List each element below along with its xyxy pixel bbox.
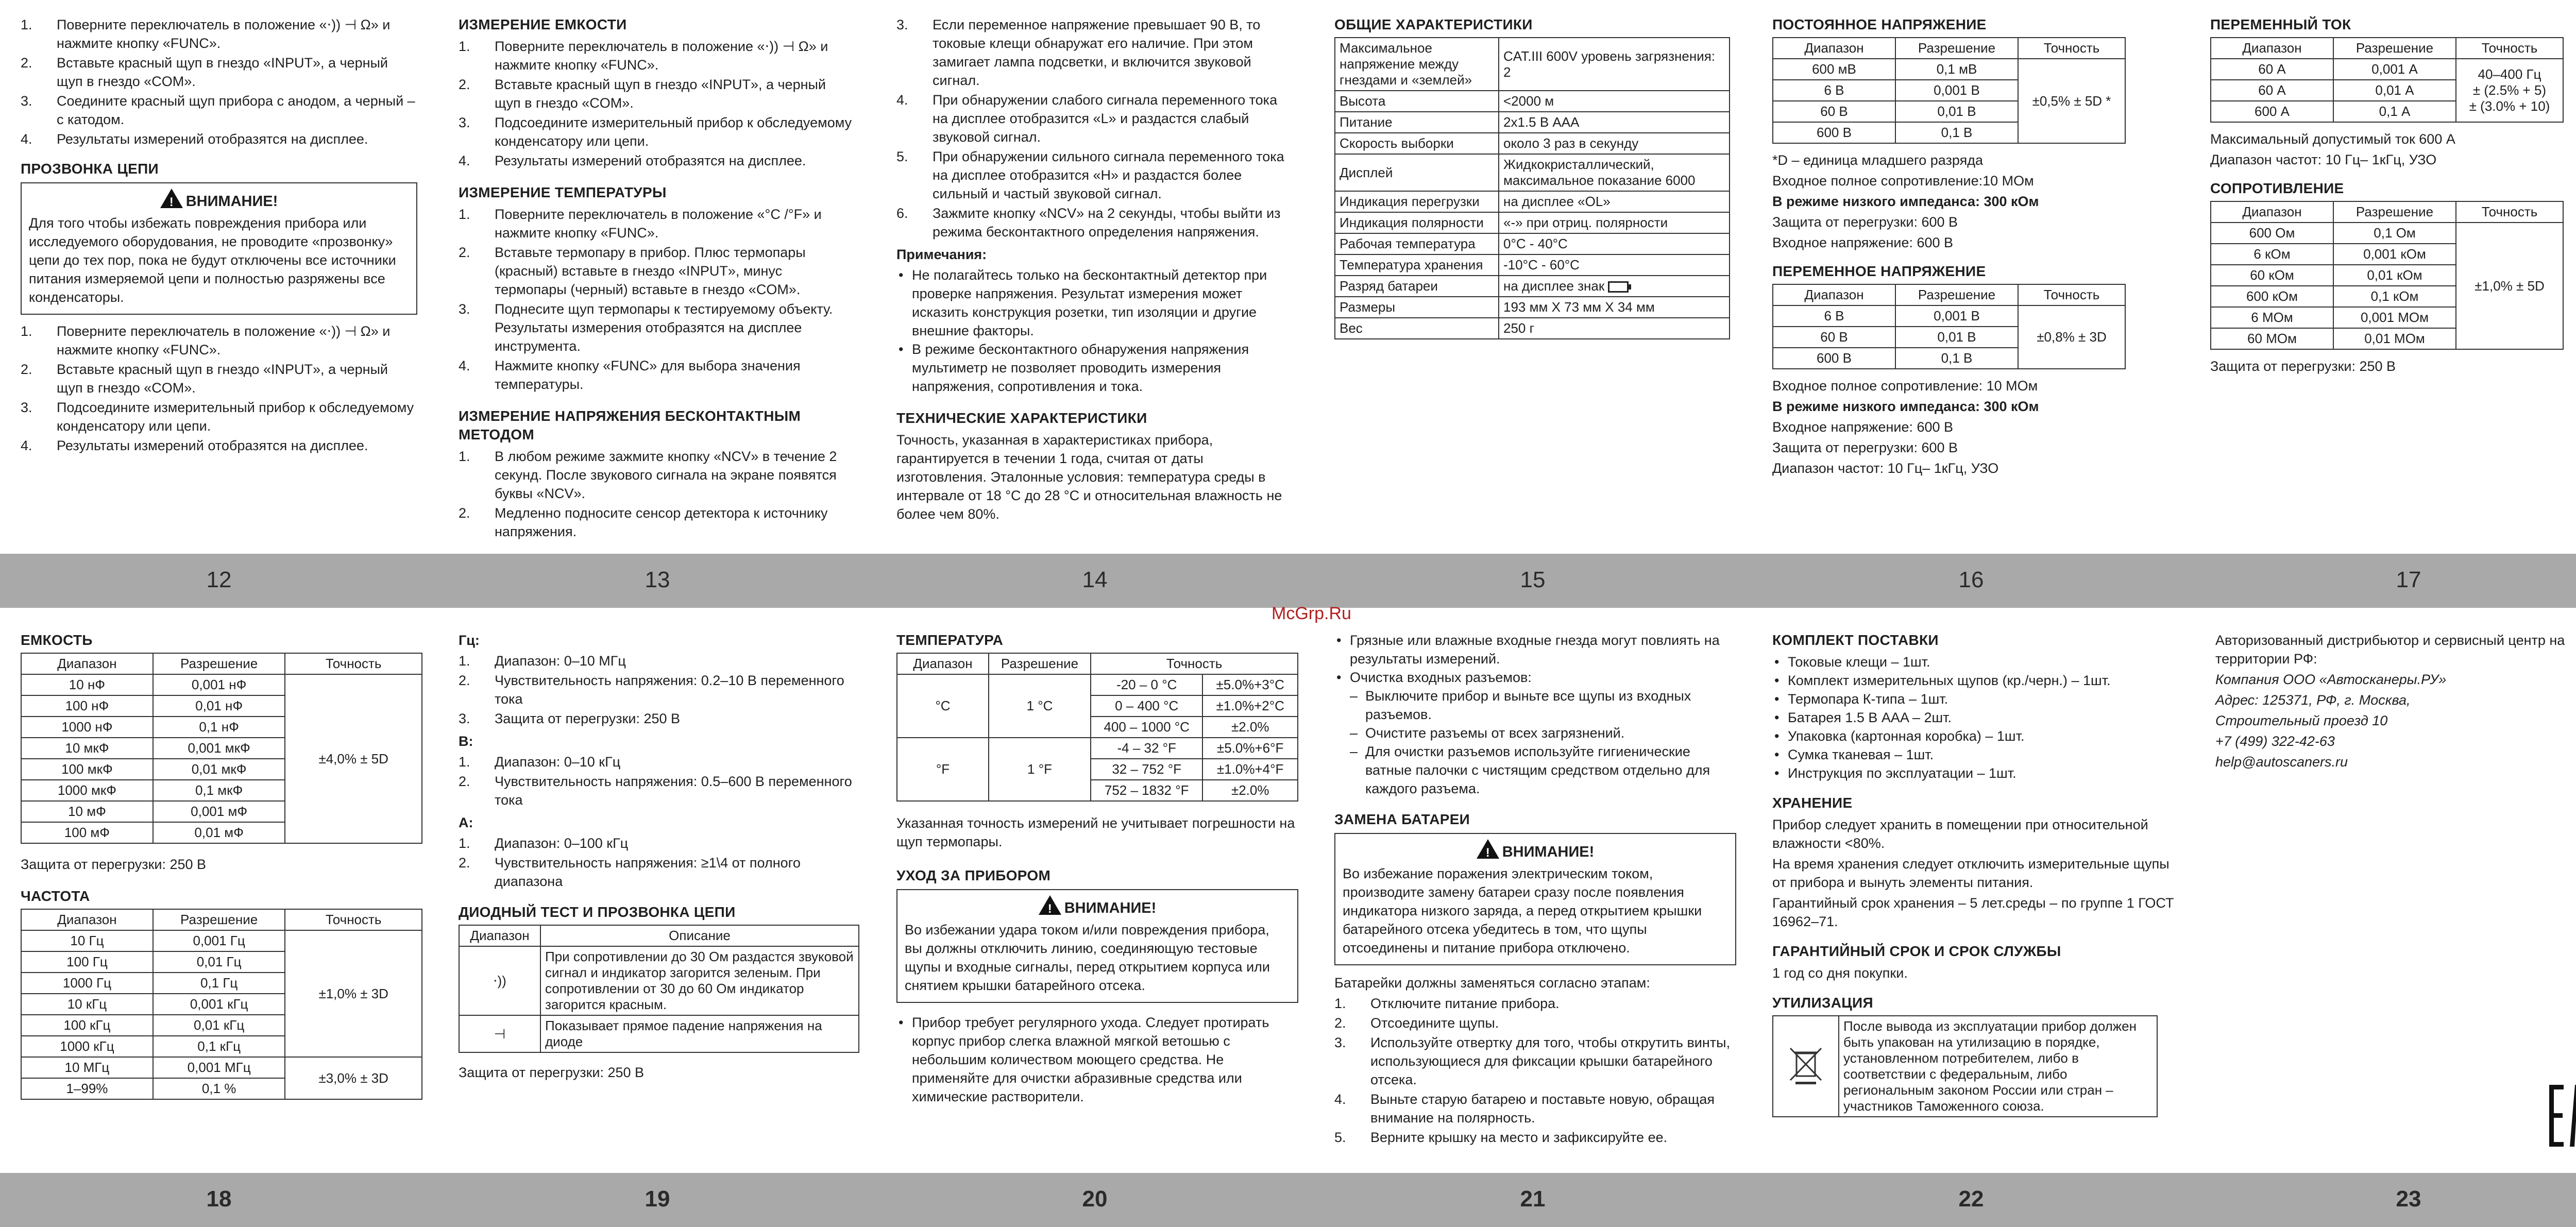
table-row: Скорость выборки около 3 раз в секунду xyxy=(1335,133,1730,154)
section-title: ИЗМЕРЕНИЕ ТЕМПЕРАТУРЫ xyxy=(459,184,667,200)
table-row: 60 В 0,01 В xyxy=(1773,327,2125,348)
paragraph: На время хранения следует отключить измерительные щупы от прибора и вынуть элементы питания. xyxy=(1772,856,2170,890)
page-23 xyxy=(2215,631,2576,773)
list-item: 3. Если переменное напряжение превышает 90 В, то токовые клещи обнаружат его наличие. При этом замигает лампа подсветки, и включится звуковой сигнал. xyxy=(896,17,1261,88)
list-item: – Для очистки разъемов используйте гигиенические ватные палочки с чистящим средством отдельно для каждого разъема. xyxy=(1334,742,1736,798)
list-item: • Не полагайтесь только на бесконтактный детектор при проверке напряжения. Результат измерения может исказить конструкция розетки, тип изоляции и другие внешние факторы. xyxy=(896,266,1293,340)
group-label: Гц: xyxy=(459,633,480,648)
section-title: ЕМКОСТЬ xyxy=(21,632,93,648)
list-item: 2. Чувствительность напряжения: 0.5–600 В переменного тока xyxy=(459,774,852,808)
paragraph: Гарантийный срок хранения – 5 лет.среды – по группе 1 ГОСТ 16962–71. xyxy=(1772,895,2174,929)
table-row: Дисплей Жидкокристаллический, максимальное показание 6000 xyxy=(1335,154,1730,191)
table-row: Максимальное напряжение между гнездами и «землей» CAT.III 600V уровень загрязнения: 2 xyxy=(1335,38,1730,91)
list-item: • Сумка тканевая – 1шт. xyxy=(1772,745,2179,764)
page-number: 12 xyxy=(206,567,232,592)
section-title: УТИЛИЗАЦИЯ xyxy=(1772,995,1873,1011)
crossed-bin-icon xyxy=(1785,1044,1826,1085)
list-item: • Инструкция по эксплуатации – 1шт. xyxy=(1772,764,2179,782)
list-item: • Токовые клещи – 1шт. xyxy=(1772,653,2179,671)
warning-title: ВНИМАНИЕ! xyxy=(185,193,278,210)
page-number: 21 xyxy=(1520,1186,1546,1212)
list-item: • Упаковка (картонная коробка) – 1шт. xyxy=(1772,727,2179,745)
list-item: • Прибор требует регулярного ухода. Следует протирать корпус прибор слегка влажной мягкой ветошью с небольшим количеством моющего средства. Не применяйте для очистки абразивные средства или химические растворители. xyxy=(896,1013,1298,1106)
diode-icon: ⊣ xyxy=(459,1015,540,1052)
list-item: 1. Поверните переключатель в положение «⋅)) ⊣ Ω» и нажмите кнопку «FUNC». xyxy=(459,39,828,73)
note: Указанная точность измерений не учитывает погрешности на щуп термопары. xyxy=(896,815,1295,849)
list-item: 4. Результаты измерений отобразятся на дисплее. xyxy=(21,131,368,147)
page-number-band-bottom xyxy=(0,1173,2576,1227)
dc-voltage-table: Диапазон Разрешение Точность 600 мВ 0,1 мВ ±0,5% ± 5D * 6 В 0,001 В 60 В 0,01 В 600 В 0,1 В xyxy=(1772,37,2126,144)
table-row: 100 Гц 0,01 Гц xyxy=(21,951,422,973)
note: Диапазон частот: 10 Гц– 1кГц, УЗО xyxy=(1772,461,1999,476)
page-16 xyxy=(1772,15,2179,480)
table-row: Температура хранения -10°С - 60°С xyxy=(1335,254,1730,276)
table-row: 60 кОм 0,01 кОм xyxy=(2211,265,2563,286)
list-item: 4. Результаты измерений отобразятся на дисплее. xyxy=(21,438,368,453)
table-row: 6 В 0,001 В ±0,8% ± 3D xyxy=(1773,305,2125,327)
list-item: 1. Диапазон: 0–10 кГц xyxy=(459,754,621,770)
steps-list xyxy=(1334,994,1736,1147)
steps-list xyxy=(459,447,855,541)
page-20 xyxy=(896,631,1298,1110)
list-item: 2. Вставьте красный щуп в гнездо «INPUT», а черный щуп в гнездо «COM». xyxy=(459,77,826,111)
page-14 xyxy=(896,15,1293,525)
page-number: 15 xyxy=(1520,567,1546,592)
table-row: 60 А 0,001 А 40–400 Гц ± (2.5% + 5) ± (3.0% + 10) xyxy=(2211,59,2563,80)
table-row: 10 нФ 0,001 нФ ±4,0% ± 5D xyxy=(21,674,422,695)
list-item: 3. Подсоедините измерительный прибор к обследуемому конденсатору или цепи. xyxy=(459,115,852,149)
page-21 xyxy=(1334,631,1736,1151)
table-row: 10 кГц 0,001 кГц xyxy=(21,994,422,1015)
page-number: 16 xyxy=(1958,567,1984,592)
list-item: 5. При обнаружении сильного сигнала переменного тока на дисплее отобразится «H» и раздастся более сильный и частый звуковой сигнал. xyxy=(896,149,1284,201)
steps-list xyxy=(459,753,860,809)
section-title: ЗАМЕНА БАТАРЕИ xyxy=(1334,811,1470,827)
table-row: 10 мФ 0,001 мФ xyxy=(21,801,422,822)
warning-text: Для того чтобы избежать повреждения прибора или исследуемого оборудования, не проводите «прозвонку» цепи до тех пор, пока не будут отключены все источники питания измеряемой цепи и полностью разряжены все конденсаторы. xyxy=(29,215,396,305)
list-item: 1. Поверните переключатель в положение «°C /°F» и нажмите кнопку «FUNC». xyxy=(459,207,822,241)
warning-title: ВНИМАНИЕ! xyxy=(1502,844,1595,860)
table-row: Рабочая температура 0°С - 40°С xyxy=(1335,233,1730,254)
list-item: • В режиме бесконтактного обнаружения напряжения мультиметр не позволяет проводить измерения напряжения, сопротивления и тока. xyxy=(896,340,1293,396)
page-number: 13 xyxy=(645,567,670,592)
ac-current-table: Диапазон Разрешение Точность 60 А 0,001 А 40–400 Гц ± (2.5% + 5) ± (3.0% + 10) 60 А 0,01 А 600 А 0,1 А xyxy=(2210,37,2564,123)
list-item: • Грязные или влажные входные гнезда могут повлиять на результаты измерений. xyxy=(1334,631,1736,668)
page-number: 17 xyxy=(2396,567,2421,592)
table-row: 100 мкФ 0,01 мкФ xyxy=(21,759,422,780)
steps-list xyxy=(459,834,860,891)
table-row: 100 нФ 0,01 нФ xyxy=(21,695,422,717)
page-number: 18 xyxy=(206,1186,232,1212)
section-title: ЧАСТОТА xyxy=(21,888,90,904)
table-row: °С 1 °С -20 – 0 °С ±5.0%+3°С xyxy=(897,674,1298,695)
table-row: 100 мФ 0,01 мФ xyxy=(21,822,422,843)
page-number: 19 xyxy=(645,1186,670,1212)
group-label: В: xyxy=(459,734,473,749)
notes-title: Примечания: xyxy=(896,247,987,262)
page-number: 23 xyxy=(2396,1186,2421,1212)
table-row: 6 кОм 0,001 кОм xyxy=(2211,244,2563,265)
phone: +7 (499) 322-42-63 xyxy=(2215,734,2335,749)
steps-list xyxy=(896,15,1293,241)
table-row: 6 МОм 0,001 МОм xyxy=(2211,307,2563,328)
steps-list xyxy=(21,15,417,148)
temperature-table: Диапазон Разрешение Точность °С 1 °С -20 – 0 °С ±5.0%+3°С 0 – 400 °С ±1.0%+2°С 400 – 1000 °С ±2.0% °F 1 °F -4 – 32 °F ±5.0%+6°F 32 – 752 °F ±1.0%+4°F 752 – 1832 °F ±2.0% xyxy=(896,653,1298,802)
warning-box xyxy=(1334,833,1736,965)
section-title: ТЕХНИЧЕСКИЕ ХАРАКТЕРИСТИКИ xyxy=(896,410,1147,426)
distributor-text: Авторизованный дистрибьютор и сервисный центр на территории РФ: xyxy=(2215,633,2565,667)
table-row: Индикация полярности «-» при отриц. полярности xyxy=(1335,212,1730,233)
section-title: УХОД ЗА ПРИБОРОМ xyxy=(896,867,1051,883)
note: Входное полное сопротивление:10 МОм xyxy=(1772,173,2034,189)
table-row: 1000 кГц 0,1 кГц xyxy=(21,1036,422,1057)
section-title: ДИОДНЫЙ ТЕСТ И ПРОЗВОНКА ЦЕПИ xyxy=(459,904,736,920)
warning-icon: ! xyxy=(1477,839,1499,859)
list-item: 2. Чувствительность напряжения: ≥1\4 от полного диапазона xyxy=(459,855,801,889)
frequency-table: Диапазон Разрешение Точность 10 Гц 0,001 Гц ±1,0% ± 3D 100 Гц 0,01 Гц 1000 Гц 0,1 Гц 10 кГц 0,001 кГц 100 кГц 0,01 кГц 1000 кГц 0,1 кГц 10 МГц 0,001 МГц ±3,0% ± 3D 1–99% 0,1 % xyxy=(21,909,422,1100)
table-row: 10 мкФ 0,001 мкФ xyxy=(21,738,422,759)
list-item: 3. Соедините красный щуп прибора с анодом, а черный – с катодом. xyxy=(21,93,415,127)
paragraph: Прибор следует хранить в помещении при относительной влажности <80%. xyxy=(1772,817,2148,851)
table-row: Питание 2х1.5 В AAA xyxy=(1335,112,1730,133)
page-18 xyxy=(21,631,422,1100)
warning-icon: ! xyxy=(160,189,183,208)
table-row: 100 кГц 0,01 кГц xyxy=(21,1015,422,1036)
table-row: 60 МОм 0,01 МОм xyxy=(2211,328,2563,349)
note: Защита от перегрузки: 600 В xyxy=(1772,214,1958,230)
table-row: Размеры 193 мм X 73 мм X 34 мм xyxy=(1335,297,1730,318)
capacitance-table: Диапазон Разрешение Точность 10 нФ 0,001 нФ ±4,0% ± 5D 100 нФ 0,01 нФ 1000 нФ 0,1 нФ 10 мкФ 0,001 мкФ 100 мкФ 0,01 мкФ 1000 мкФ 0,1 мкФ 10 мФ 0,001 мФ 100 мФ 0,01 мФ xyxy=(21,653,422,844)
note: Защита от перегрузки: 250 В xyxy=(459,1065,645,1080)
table-row: 600 Ом 0,1 Ом ±1,0% ± 5D xyxy=(2211,223,2563,244)
steps-list xyxy=(459,37,855,170)
note: Максимальный допустимый ток 600 А xyxy=(2210,131,2455,147)
page-number-band-top xyxy=(0,554,2576,608)
section-title: ИЗМЕРЕНИЕ ЕМКОСТИ xyxy=(459,16,627,32)
page-number: 22 xyxy=(1958,1186,1984,1212)
list-item: • Термопара К-типа – 1шт. xyxy=(1772,690,2179,708)
table-row: 600 мВ 0,1 мВ ±0,5% ± 5D * xyxy=(1773,59,2125,80)
table-row: 60 А 0,01 А xyxy=(2211,80,2563,101)
list-item: 2. Отсоедините щупы. xyxy=(1334,1015,1499,1031)
section-title: ПЕРЕМЕННЫЙ ТОК xyxy=(2210,16,2351,32)
list-item: 3. Защита от перегрузки: 250 В xyxy=(459,711,681,726)
buzzer-icon: ⋅)) xyxy=(459,946,540,1015)
note: Входное напряжение: 600 В xyxy=(1772,235,1954,250)
battery-icon xyxy=(1608,281,1629,293)
list-item: 1. Отключите питание прибора. xyxy=(1334,996,1560,1011)
watermark: McGrp.Ru xyxy=(1272,604,1351,623)
table-row: Вес 250 г xyxy=(1335,318,1730,339)
page-number: 14 xyxy=(1082,567,1108,592)
list-item: • Очистка входных разъемов: xyxy=(1334,668,1736,687)
section-title: ПОСТОЯННОЕ НАПРЯЖЕНИЕ xyxy=(1772,16,1987,32)
page-17 xyxy=(2210,15,2576,378)
list-item: 4. Нажмите кнопку «FUNC» для выбора значения температуры. xyxy=(459,358,801,392)
resistance-table: Диапазон Разрешение Точность 600 Ом 0,1 Ом ±1,0% ± 5D 6 кОм 0,001 кОм 60 кОм 0,01 кОм 600 кОм 0,1 кОм 6 МОм 0,001 МОм 60 МОм 0,01 МОм xyxy=(2210,201,2564,350)
list-item: 4. Результаты измерений отобразятся на дисплее. xyxy=(459,153,806,168)
page-13 xyxy=(459,15,855,554)
kit-list xyxy=(1772,653,2179,782)
list-item: 2. Вставьте красный щуп в гнездо «INPUT», а черный щуп в гнездо «COM». xyxy=(21,362,388,396)
section-title: ГАРАНТИЙНЫЙ СРОК И СРОК СЛУЖБЫ xyxy=(1772,943,2061,959)
list-item: 5. Верните крышку на место и зафиксируйте ее. xyxy=(1334,1130,1668,1145)
notes-list xyxy=(896,266,1293,396)
paragraph: 1 год со дня покупки. xyxy=(1772,965,1908,981)
list-item: 3. Подсоедините измерительный прибор к обследуемому конденсатору или цепи. xyxy=(21,400,414,434)
list-item: 2. Медленно подносите сенсор детектора к источнику напряжения. xyxy=(459,505,828,539)
table-row: 10 Гц 0,001 Гц ±1,0% ± 3D xyxy=(21,930,422,951)
page-number: 20 xyxy=(1082,1186,1108,1212)
list-item: – Выключите прибор и выньте все щупы из входных разъемов. xyxy=(1334,687,1736,724)
table-row: ⊣ Показывает прямое падение напряжения на диоде xyxy=(459,1015,859,1052)
warning-box xyxy=(896,889,1298,1003)
disposal-table: После вывода из эксплуатации прибор должен быть упакован на утилизацию в порядке, установленном потребителем, либо в соответствии с федеральным, либо региональным законом России или стран – участников Таможенного союза. xyxy=(1772,1015,2158,1117)
note: Входное напряжение: 600 В xyxy=(1772,419,1954,435)
list-item: 3. Поднесите щуп термопары к тестируемому объекту. Результаты измерения отобразятся на дисплее инструмента. xyxy=(459,301,833,354)
list-item: 1. В любом режиме зажмите кнопку «NCV» в течение 2 секунд. После звукового сигнала на экране появятся буквы «NCV». xyxy=(459,449,837,501)
note: Защита от перегрузки: 250 В xyxy=(2210,359,2396,374)
steps-list xyxy=(459,205,855,394)
page-12 xyxy=(21,15,417,459)
section-title: ТЕМПЕРАТУРА xyxy=(896,632,1004,648)
note: *D – единица младшего разряда xyxy=(1772,152,1984,168)
table-row: 60 В 0,01 В xyxy=(1773,101,2125,122)
list-item: 1. Поверните переключатель в положение «⋅)) ⊣ Ω» и нажмите кнопку «FUNC». xyxy=(21,323,391,357)
warning-text: Во избежание поражения электрическим током, производите замену батареи сразу после появления индикатора низкого заряда, а перед открытием крышки батарейного отсека убедитесь в том, что щупы отсоединены и питание прибора отключено. xyxy=(1343,866,1702,956)
note: Диапазон частот: 10 Гц– 1кГц, УЗО xyxy=(2210,152,2437,167)
table-row: 6 В 0,001 В xyxy=(1773,80,2125,101)
list-item: – Очистите разъемы от всех загрязнений. xyxy=(1334,724,1736,742)
company-name: Компания ООО «Автосканеры.РУ» xyxy=(2215,672,2447,687)
list-item: 2. Вставьте термопару в прибор. Плюс термопары (красный) вставьте в гнездо «INPUT», минус термопары (черный) вставьте в гнездо «COM». xyxy=(459,245,806,297)
list-item: 2. Вставьте красный щуп в гнездо «INPUT», а черный щуп в гнездо «COM». xyxy=(21,55,388,89)
page-22 xyxy=(1772,631,2179,1117)
diode-table: Диапазон Описание ⋅)) При сопротивлении до 30 Ом раздастся звуковой сигнал и индикатор загорится зеленым. При сопротивлении от 30 до 60 Ом индикатор загорится красным. ⊣ Показывает прямое падение напряжения на диоде xyxy=(459,925,859,1053)
table-row: 600 В 0,1 В xyxy=(1773,122,2125,143)
list-item: • Батарея 1.5 В AAA – 2шт. xyxy=(1772,708,2179,727)
note: В режиме низкого импеданса: 300 кОм xyxy=(1772,194,2039,209)
section-title: ОБЩИЕ ХАРАКТЕРИСТИКИ xyxy=(1334,16,1533,32)
page-19 xyxy=(459,631,860,1084)
warning-text: Во избежании удара током и/или повреждения прибора, вы должны отключить линию, соединяющую тестовые щупы и входные сигналы, перед открытием корпуса или снятием крышки батарейного отсека. xyxy=(905,922,1270,993)
ac-voltage-table: Диапазон Разрешение Точность 6 В 0,001 В ±0,8% ± 3D 60 В 0,01 В 600 В 0,1 В xyxy=(1772,284,2126,369)
general-specs-table xyxy=(1334,37,1730,339)
eac-logo xyxy=(2549,1085,2576,1147)
table-row: 1–99% 0,1 % xyxy=(21,1078,422,1099)
note: Входное полное сопротивление: 10 МОм xyxy=(1772,378,2038,394)
note: Защита от перегрузки: 600 В xyxy=(1772,440,1958,455)
list-item: 1. Диапазон: 0–10 МГц xyxy=(459,653,626,669)
table-row: ⋅)) При сопротивлении до 30 Ом раздастся звуковой сигнал и индикатор загорится зеленым. При сопротивлении от 30 до 60 Ом индикатор загорится красным. xyxy=(459,946,859,1015)
table-row: 600 В 0,1 В xyxy=(1773,348,2125,369)
table-row: 400 – 1000 °С ±2.0% xyxy=(897,717,1298,738)
steps-list xyxy=(21,322,417,455)
table-row: Высота <2000 м xyxy=(1335,91,1730,112)
section-title: ХРАНЕНИЕ xyxy=(1772,795,1853,811)
paragraph: Батарейки должны заменяться согласно этапам: xyxy=(1334,975,1650,991)
email: help@autoscaners.ru xyxy=(2215,754,2348,770)
table-row: 10 МГц 0,001 МГц ±3,0% ± 3D xyxy=(21,1057,422,1078)
table-row: 32 – 752 °F ±1.0%+4°F xyxy=(897,759,1298,780)
list-item: 4. Выньте старую батарею и поставьте новую, обращая внимание на полярность. xyxy=(1334,1092,1715,1126)
address: Строительный проезд 10 xyxy=(2215,713,2388,728)
table-row: °F 1 °F -4 – 32 °F ±5.0%+6°F xyxy=(897,738,1298,759)
cleaning-list xyxy=(1334,631,1736,798)
table-row: Разряд батареи на дисплее знак xyxy=(1335,276,1730,297)
list-item: 1. Диапазон: 0–100 кГц xyxy=(459,836,629,851)
section-title: СОПРОТИВЛЕНИЕ xyxy=(2210,180,2344,196)
paragraph: Точность, указанная в характеристиках прибора, гарантируется в течении 1 года, считая от даты изготовления. Эталонные условия: температура среды в интервале от 18 °С до 28 °С и относительная влажность не более чем 80%. xyxy=(896,432,1282,522)
table-row: 1000 Гц 0,1 Гц xyxy=(21,973,422,994)
table-row: 1000 мкФ 0,1 мкФ xyxy=(21,780,422,801)
table-row: 1000 нФ 0,1 нФ xyxy=(21,717,422,738)
section-title: ИЗМЕРЕНИЕ НАПРЯЖЕНИЯ БЕСКОНТАКТНЫМ МЕТОДОМ xyxy=(459,408,801,442)
section-title: ПЕРЕМЕННОЕ НАПРЯЖЕНИЕ xyxy=(1772,263,1986,279)
section-title: КОМПЛЕКТ ПОСТАВКИ xyxy=(1772,632,1939,648)
list-item: 3. Используйте отвертку для того, чтобы открутить винты, использующиеся для фиксации крышки батарейного отсека. xyxy=(1334,1035,1731,1087)
list-item: 6. Зажмите кнопку «NCV» на 2 секунды, чтобы выйти из режима бесконтактного определения напряжения. xyxy=(896,206,1281,240)
address: Адрес: 125371, РФ, г. Москва, xyxy=(2215,692,2411,708)
list-item: • Комплект измерительных щупов (кр./черн.) – 1шт. xyxy=(1772,671,2179,690)
warning-title: ВНИМАНИЕ! xyxy=(1064,900,1157,916)
table-row: Индикация перегрузки на дисплее «OL» xyxy=(1335,191,1730,212)
page-15 xyxy=(1334,15,1736,339)
section-title: ПРОЗВОНКА ЦЕПИ xyxy=(21,161,159,177)
table-row: 752 – 1832 °F ±2.0% xyxy=(897,780,1298,801)
table-row: 600 кОм 0,1 кОм xyxy=(2211,286,2563,307)
table-row: 600 А 0,1 А xyxy=(2211,101,2563,122)
list-item: 2. Чувствительность напряжения: 0.2–10 В переменного тока xyxy=(459,673,844,707)
list-item: 4. При обнаружении слабого сигнала переменного тока на дисплее отобразится «L» и раздастся слабый звуковой сигнал. xyxy=(896,92,1278,145)
group-label: А: xyxy=(459,815,473,830)
warning-icon: ! xyxy=(1039,895,1061,915)
list-item: 1. Поверните переключатель в положение «⋅)) ⊣ Ω» и нажмите кнопку «FUNC». xyxy=(21,17,391,51)
warning-box xyxy=(21,182,417,315)
table-row: 0 – 400 °С ±1.0%+2°С xyxy=(897,695,1298,717)
steps-list xyxy=(459,652,860,728)
care-list xyxy=(896,1013,1298,1106)
note: В режиме низкого импеданса: 300 кОм xyxy=(1772,399,2039,414)
note: Защита от перегрузки: 250 В xyxy=(21,857,207,872)
